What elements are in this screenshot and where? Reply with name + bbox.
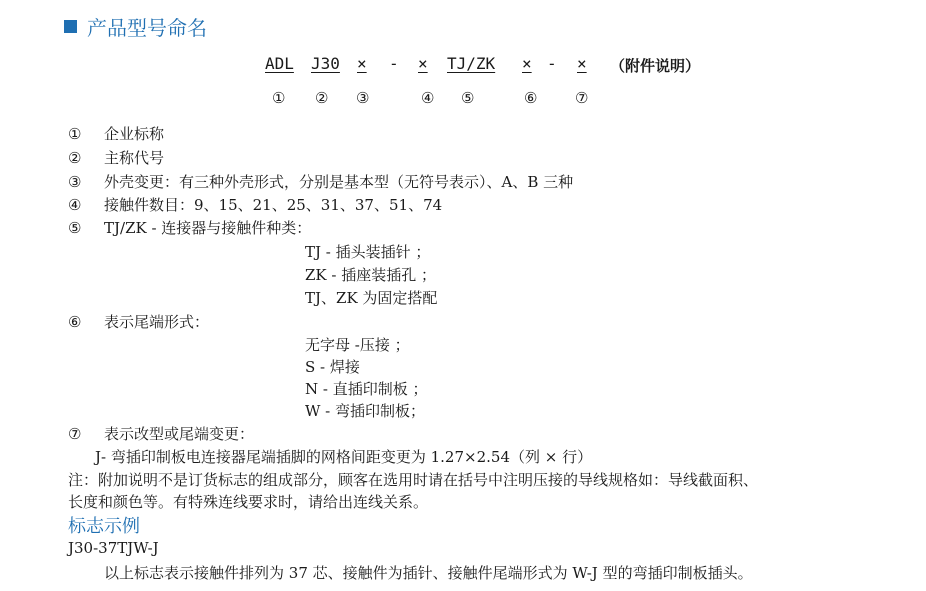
item-text: TJ/ZK - 连接器与接触件种类：: [104, 219, 312, 237]
item-text: 表示尾端形式：: [104, 313, 210, 331]
item-text: 接触件数目：9、15、21、25、31、37、51、74: [104, 196, 443, 214]
example-title: 标志示例: [68, 516, 140, 537]
code-part-j30: J30: [311, 54, 340, 73]
note-line: 长度和颜色等。有特殊连线要求时，请给出连线关系。: [68, 493, 429, 511]
example-description: 以上标志表示接触件排列为 37 芯、接触件为插针、接触件尾端形式为 W-J 型的弯插印制板插头。: [104, 564, 753, 582]
code-number: ⑤: [461, 89, 475, 107]
item-number: ④: [68, 196, 82, 214]
code-number: ⑥: [524, 89, 538, 107]
code-part-tjzk: TJ/ZK: [447, 54, 496, 73]
code-part-adl: ADL: [265, 54, 294, 73]
code-dash: -: [389, 54, 399, 73]
list-item: [68, 311, 209, 332]
code-number: ①: [272, 89, 286, 107]
contact-type: ZK - 插座装插孔 ；: [305, 266, 437, 284]
tail-type: 无字母 -压接 ；: [305, 336, 410, 354]
list-item: [68, 423, 254, 444]
item-number: ①: [68, 125, 82, 143]
note-line: 注：附加说明不是订货标志的组成部分，顾客在选用时请在括号中注明压接的导线规格如：导线截面积、: [68, 471, 759, 489]
item-number: ②: [68, 149, 82, 167]
code-number: ⑦: [575, 89, 589, 107]
code-dash: -: [547, 54, 557, 73]
j-variant-note: J- 弯插印制板电连接器尾端插脚的网格间距变更为 1.27×2.54（列 × 行）: [95, 448, 593, 466]
list-item: [68, 147, 164, 168]
section-heading: [64, 12, 207, 41]
item-text: 表示改型或尾端变更：: [104, 425, 255, 443]
list-item: [68, 171, 573, 192]
code-part-shell: ×: [357, 54, 367, 73]
list-item: [68, 123, 164, 144]
tail-type: N - 直插印制板 ；: [305, 380, 428, 398]
square-bullet-icon: [64, 20, 77, 33]
example-code: J30-37TJW-J: [68, 539, 159, 557]
list-item: [68, 194, 442, 215]
item-number: ⑤: [68, 219, 82, 237]
code-number: ③: [356, 89, 370, 107]
section-title: 产品型号命名: [87, 16, 207, 40]
item-text: 企业标称: [104, 125, 165, 143]
item-text: 主称代号: [104, 149, 165, 167]
list-item: [68, 217, 311, 238]
item-number: ⑥: [68, 313, 82, 331]
item-number: ⑦: [68, 425, 82, 443]
item-text: 外壳变更：有三种外壳形式，分别是基本型（无符号表示）、A、B 三种: [104, 173, 574, 191]
code-number: ④: [421, 89, 435, 107]
code-number: ②: [315, 89, 329, 107]
contact-type: TJ、ZK 为固定搭配: [305, 289, 438, 307]
code-part-appendix: （附件说明）: [610, 57, 701, 75]
tail-type: W - 弯插印制板；: [305, 402, 426, 420]
code-part-tail: ×: [522, 54, 532, 73]
tail-type: S - 焊接: [305, 358, 360, 376]
code-part-variant: ×: [577, 54, 587, 73]
code-part-count: ×: [418, 54, 428, 73]
contact-type: TJ - 插头装插针 ；: [305, 243, 431, 261]
item-number: ③: [68, 173, 82, 191]
